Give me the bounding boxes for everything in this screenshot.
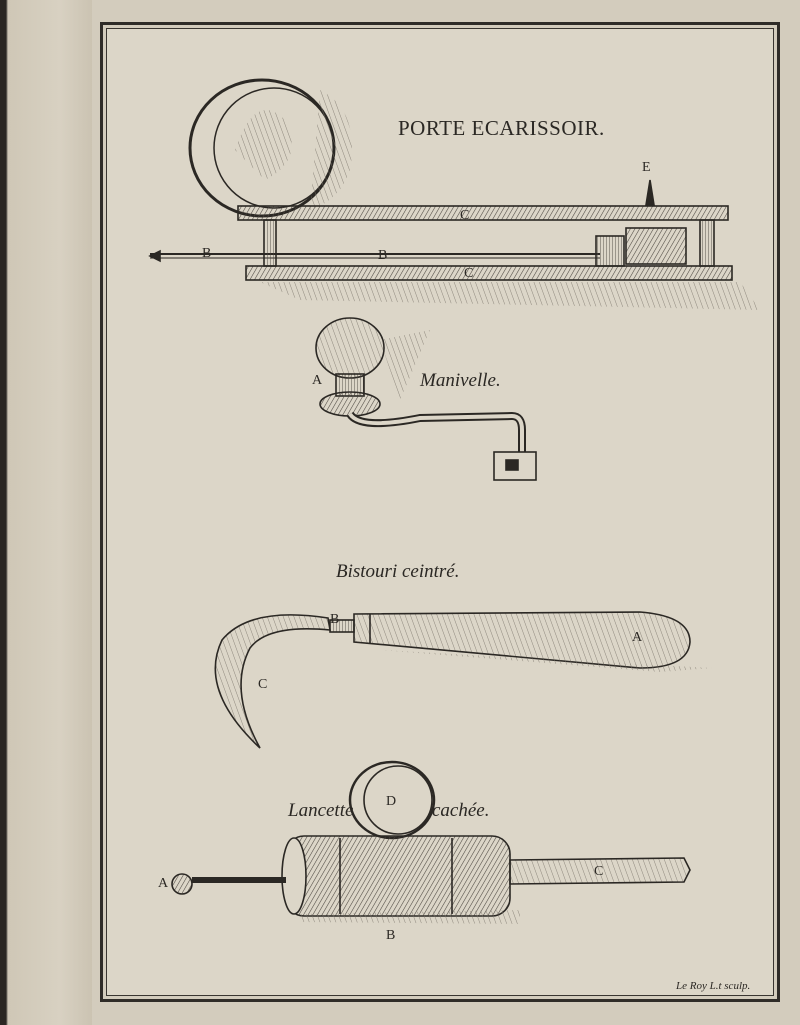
lancette-label-b: B bbox=[386, 928, 396, 943]
bistouri-caption: Bistouri ceintré. bbox=[336, 561, 460, 582]
lancette-caption: Lancette bbox=[288, 800, 354, 821]
manivelle-label-a: A bbox=[312, 373, 323, 388]
bistouri-label-b: B bbox=[330, 612, 340, 627]
lancette-label-d: D bbox=[386, 794, 397, 809]
porte-label-b1: B bbox=[202, 246, 212, 261]
bistouri-label-c: C bbox=[258, 677, 268, 692]
manivelle-drawing bbox=[316, 318, 536, 480]
porte-label-e: E bbox=[642, 160, 651, 175]
lancette-label-a: A bbox=[158, 876, 169, 891]
porte-label-c2: C bbox=[464, 266, 474, 281]
bistouri-label-a: A bbox=[632, 630, 643, 645]
lancette-cachee-drawing bbox=[172, 762, 690, 924]
manivelle-caption: Manivelle. bbox=[420, 370, 501, 391]
plate-title: PORTE ECARISSOIR. bbox=[398, 116, 605, 140]
porte-label-c1: C bbox=[460, 208, 470, 223]
cachee-caption: cachée. bbox=[432, 800, 490, 821]
engraver-signature: Le Roy L.t sculp. bbox=[676, 980, 751, 992]
lancette-label-c: C bbox=[594, 864, 604, 879]
porte-ecarissoir-drawing bbox=[150, 80, 760, 310]
porte-label-b2: B bbox=[378, 248, 388, 263]
